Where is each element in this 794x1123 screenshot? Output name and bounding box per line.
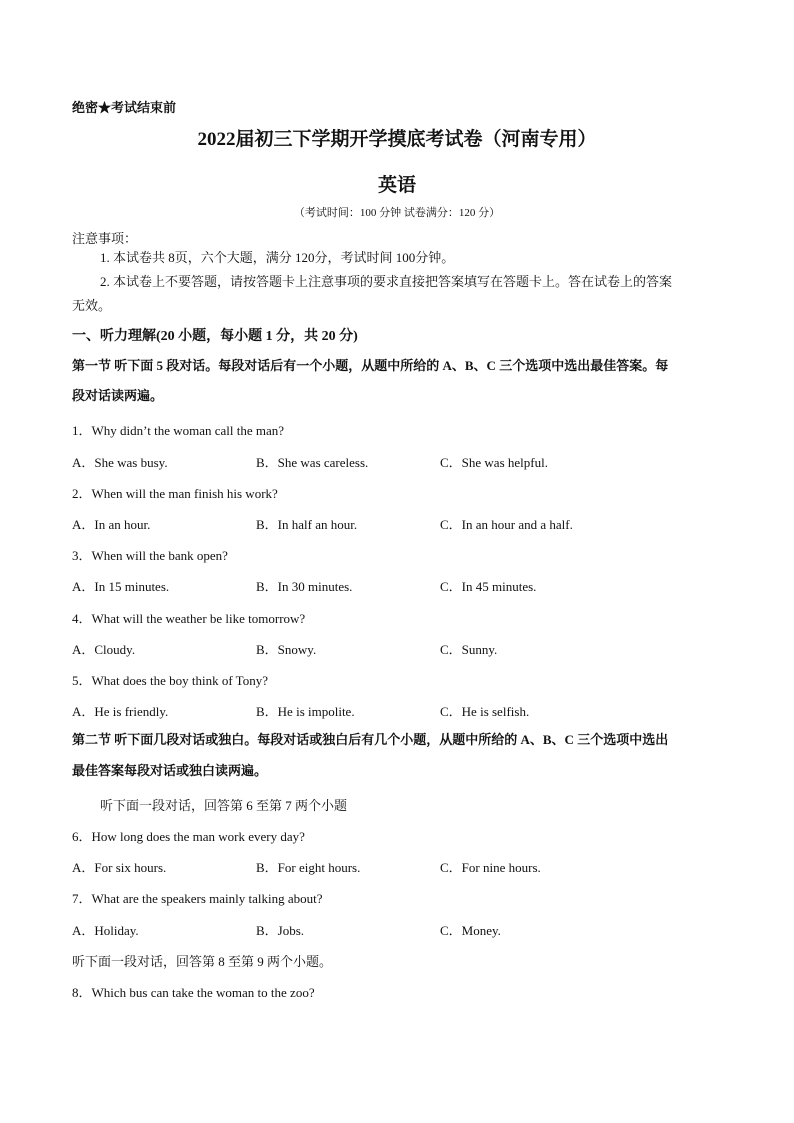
question-7-option-b: B．Jobs.	[256, 923, 305, 938]
part-2-heading: 第二节 听下面几段对话或独白。每段对话或独白后有几个小题，从题中所给的 A、B、C 三个选项中选出	[72, 732, 669, 747]
question-4-option-b: B．Snowy.	[256, 642, 317, 657]
notice-item-1: 1. 本试卷共 8页，六个大题，满分 120分，考试时间 100分钟。	[100, 250, 455, 265]
question-2-option-c: C．In an hour and a half.	[440, 517, 573, 532]
question-7-option-a: A．Holiday.	[72, 923, 139, 938]
question-5-stem: 5．What does the boy think of Tony?	[72, 673, 268, 688]
part-1-heading: 第一节 听下面 5 段对话。每段对话后有一个小题，从题中所给的 A、B、C 三个选项中选出最佳答案。每	[72, 358, 669, 373]
exam-title: 2022届初三下学期开学摸底考试卷（河南专用）	[197, 129, 597, 150]
question-8-stem: 8．Which bus can take the woman to the zoo?	[72, 985, 315, 1000]
question-1-stem: 1．Why didn’t the woman call the man?	[72, 423, 285, 438]
question-3-option-a: A．In 15 minutes.	[72, 579, 170, 594]
question-2-stem: 2．When will the man finish his work?	[72, 486, 278, 501]
question-6-option-b: B．For eight hours.	[256, 860, 361, 875]
time-info: （考试时间：100 分钟 试卷满分：120 分）	[293, 207, 501, 219]
question-1-option-c: C．She was helpful.	[440, 455, 548, 470]
question-5-option-a: A．He is friendly.	[72, 704, 169, 719]
question-3-stem: 3．When will the bank open?	[72, 548, 228, 563]
confidential-mark: 绝密★考试结束前	[72, 100, 177, 115]
section-1-title: 一、听力理解(20 小题，每小题 1 分，共 20 分)	[72, 329, 358, 344]
question-4-option-c: C．Sunny.	[440, 642, 498, 657]
question-7-stem: 7．What are the speakers mainly talking about?	[72, 891, 323, 906]
question-1-option-a: A．She was busy.	[72, 455, 168, 470]
part-1-heading-cont: 段对话读两遍。	[72, 388, 164, 403]
instruction-6-7: 听下面一段对话，回答第 6 至第 7 两个小题	[100, 798, 348, 813]
instruction-8-9: 听下面一段对话，回答第 8 至第 9 两个小题。	[72, 954, 333, 969]
part-2-heading-cont: 最佳答案每段对话或独白读两遍。	[72, 763, 268, 778]
question-6-option-c: C．For nine hours.	[440, 860, 541, 875]
question-5-option-b: B．He is impolite.	[256, 704, 355, 719]
question-7-option-c: C．Money.	[440, 923, 501, 938]
question-4-stem: 4．What will the weather be like tomorrow?	[72, 611, 306, 626]
question-6-stem: 6．How long does the man work every day?	[72, 829, 305, 844]
question-1-option-b: B．She was careless.	[256, 455, 369, 470]
question-3-option-c: C．In 45 minutes.	[440, 579, 537, 594]
notice-heading: 注意事项：	[72, 231, 138, 246]
question-6-option-a: A．For six hours.	[72, 860, 167, 875]
notice-item-2: 2. 本试卷上不要答题，请按答题卡上注意事项的要求直接把答案填写在答题卡上。答在试卷上的答案	[100, 274, 673, 289]
question-2-option-a: A．In an hour.	[72, 517, 151, 532]
notice-item-2-cont: 无效。	[72, 298, 112, 313]
question-3-option-b: B．In 30 minutes.	[256, 579, 353, 594]
question-4-option-a: A．Cloudy.	[72, 642, 136, 657]
question-2-option-b: B．In half an hour.	[256, 517, 358, 532]
subject-title: 英语	[377, 175, 416, 196]
question-5-option-c: C．He is selfish.	[440, 704, 530, 719]
